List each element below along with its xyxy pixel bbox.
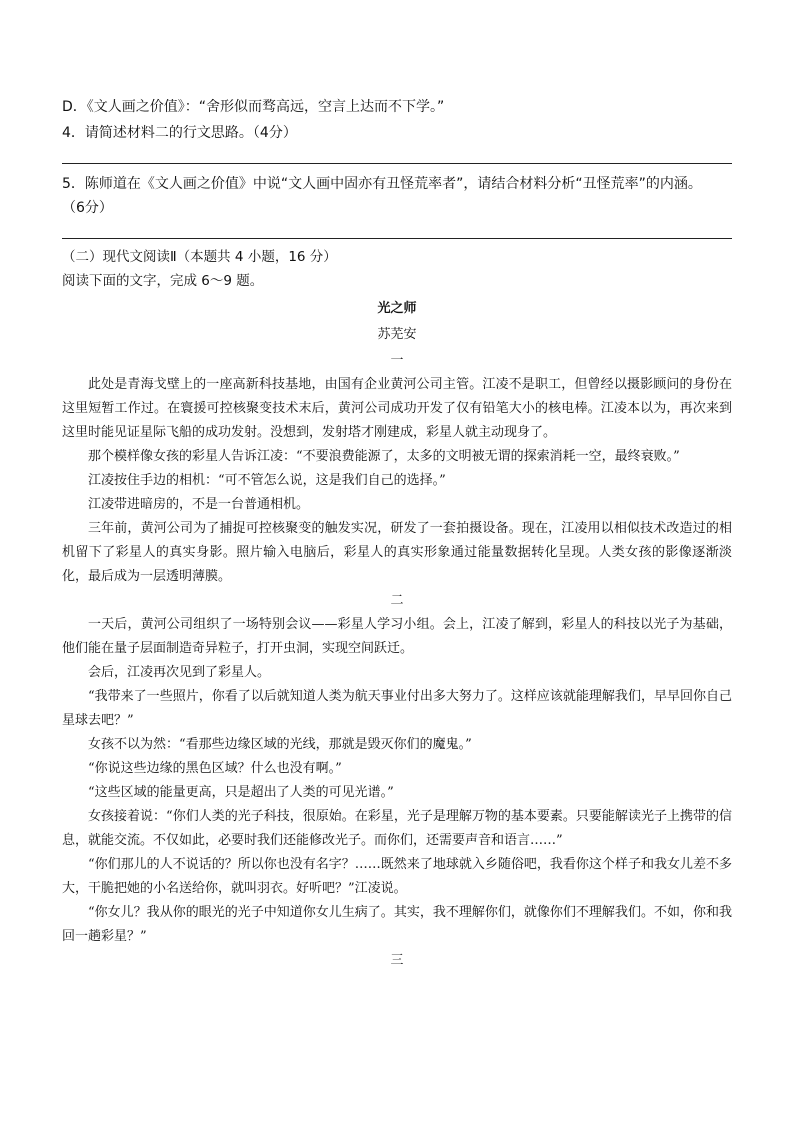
paragraph: 女孩不以为然：“看那些边缘区域的光线，那就是毁灭你们的魔鬼。”	[88, 737, 472, 752]
story-title: 光之师	[377, 301, 417, 316]
question-5-line1: 5．陈师道在《文人画之价值》中说“文人画中固亦有丑怪荒率者”，请结合材料分析“丑怪荒率”的内涵。	[62, 176, 702, 192]
option-d: D．《文人画之价值》：“舍形似而骛高远，空言上达而不下学。”	[62, 99, 445, 115]
section-instruction: 阅读下面的文字，完成 6～9 题。	[62, 273, 264, 289]
paragraph: 江凌带进暗房的，不是一台普通相机。	[88, 497, 310, 512]
paragraph: 此处是青海戈壁上的一座高新科技基地，由国有企业黄河公司主管。江凌不是职工，但曾经以摄影顾问的身份在这里短暂工作过。在寰援可控核聚变技术末后，黄河公司成功开发了仅有铅笔大小的核电棒。江凌本以为，再次来到这里时能见证星际飞船的成功发射。没想到，发射塔才刚建成，彩星人就主动现身了。	[62, 377, 732, 440]
paragraph: “我带来了一些照片，你看了以后就知道人类为航天事业付出多大努力了。这样应该就能理解我们，早早回你自己星球去吧？”	[62, 689, 732, 728]
paragraph: “这些区域的能量更高，只是超出了人类的可见光谱。”	[88, 785, 394, 800]
section-number-1: 一	[390, 353, 404, 368]
answer-line-q5	[62, 238, 732, 239]
question-4: 4．请简述材料二的行文思路。（4分）	[62, 125, 297, 141]
answer-line-q4	[62, 163, 732, 164]
section-number-3: 三	[390, 953, 404, 968]
paragraph: 会后，江凌再次见到了彩星人。	[88, 665, 271, 680]
paragraph: “你女儿？我从你的眼光的光子中知道你女儿生病了。其实，我不理解你们，就像你们不理解我们。不如，你和我回一趟彩星？”	[62, 905, 732, 944]
section-heading: （二）现代文阅读Ⅱ（本题共 4 小题，16 分）	[62, 249, 337, 265]
question-5-line2: （6分）	[62, 200, 113, 216]
story-author: 苏芜安	[377, 327, 417, 342]
paragraph: 一天后，黄河公司组织了一场特别会议——彩星人学习小组。会上，江凌了解到，彩星人的科技以光子为基础，他们能在量子层面制造奇异粒子，打开虫洞，实现空间跃迁。	[62, 617, 732, 656]
paragraph: 江凌按住手边的相机：“可不管怎么说，这是我们自己的选择。”	[88, 473, 446, 488]
paragraph: 女孩接着说：“你们人类的光子科技，很原始。在彩星，光子是理解万物的基本要素。只要能解读光子上携带的信息，就能交流。不仅如此，必要时我们还能修改光子。而你们，还需要声音和语言……”	[62, 809, 732, 848]
story-body	[62, 349, 732, 973]
paragraph: 那个模样像女孩的彩星人告诉江凌：“不要浪费能源了，太多的文明被无谓的探索消耗一空，最终衰败。”	[88, 449, 680, 464]
paragraph: “你们那儿的人不说话的？所以你也没有名字？……既然来了地球就入乡随俗吧，我看你这个样子和我女儿差不多大，干脆把她的小名送给你，就叫羽衣。好听吧？”江凌说。	[62, 857, 732, 896]
section-number-2: 二	[390, 593, 404, 608]
paragraph: “你说这些边缘的黑色区域？什么也没有啊。”	[88, 761, 342, 776]
paragraph: 三年前，黄河公司为了捕捉可控核聚变的触发实况，研发了一套拍摄设备。现在，江凌用以相似技术改造过的相机留下了彩星人的真实身影。照片输入电脑后，彩星人的真实形象通过能量数据转化呈现。人类女孩的影像逐渐淡化，最后成为一层透明薄膜。	[62, 521, 732, 584]
